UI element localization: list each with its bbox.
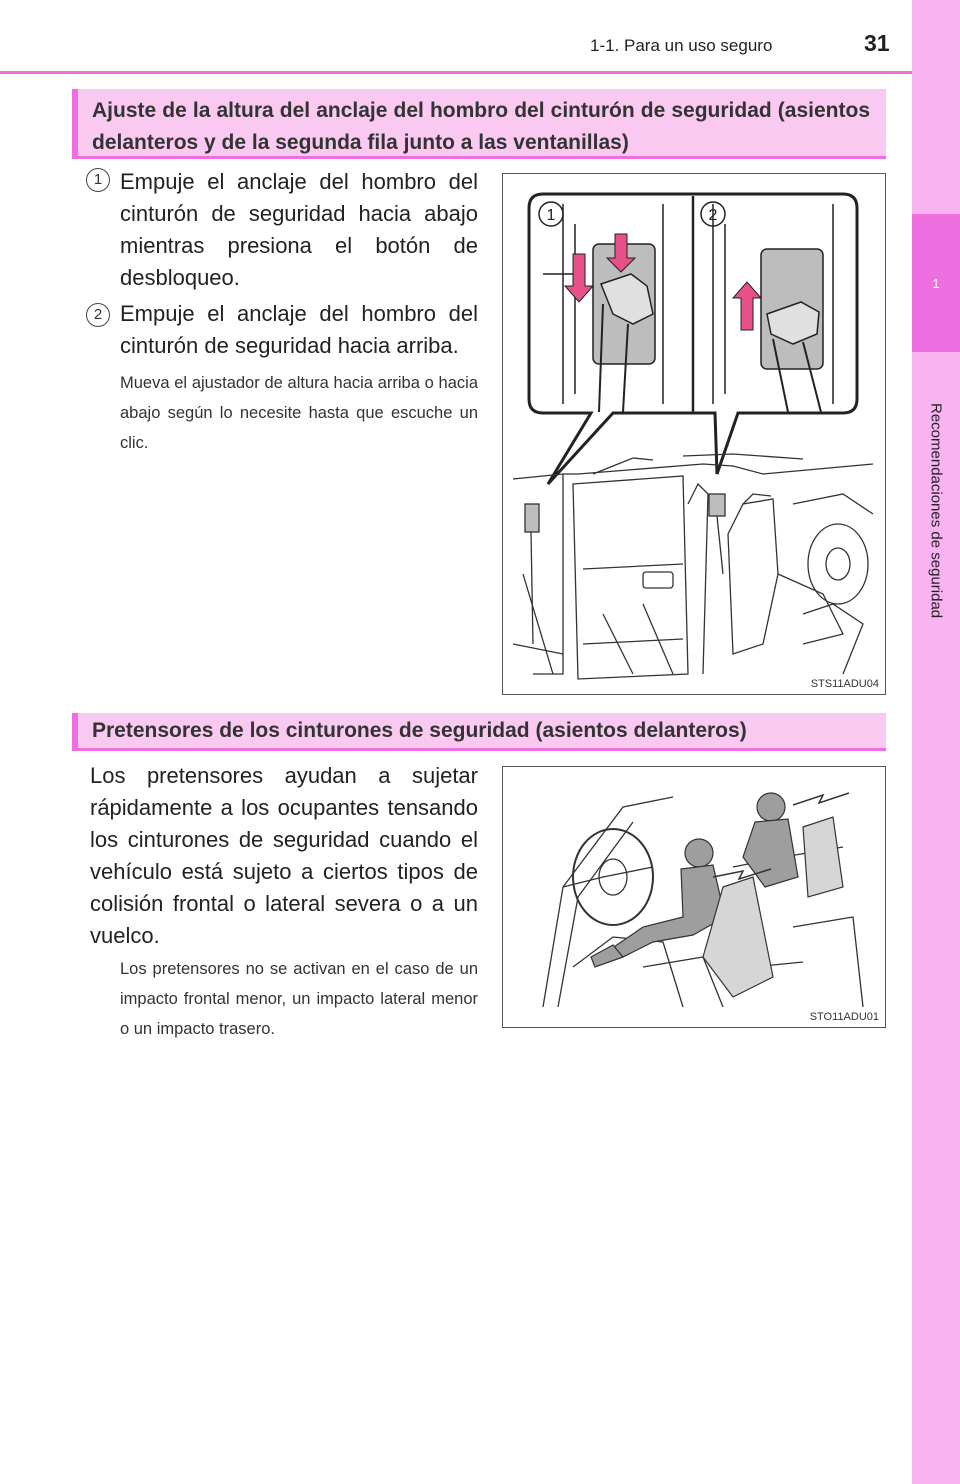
pretensioner-note: Los pretensores no se activan en el caso de un impacto frontal menor, un impacto lateral menor o un impacto trasero. <box>120 960 478 1038</box>
adjuster-note: Mueva el ajustador de altura hacia arriba o hacia abajo según lo necesite hasta que escuche un clic. <box>120 374 478 452</box>
chapter-title-box <box>915 366 957 656</box>
up-arrow-icon <box>733 282 761 330</box>
page-number: 31 <box>864 30 890 56</box>
chapter-number-box <box>912 214 960 352</box>
figure-code: STS11ADU04 <box>810 678 879 690</box>
chapter-side-tab <box>912 0 960 1484</box>
callout-2: 2 <box>708 207 718 224</box>
pretensioner-description: Los pretensores ayudan a sujetar rápidamente a los ocupantes tensando los cinturones de seguridad cuando el vehículo está sujeto a ciertos tipos de colisión frontal o lateral severa o a un vuelco. <box>90 763 478 948</box>
step-text-2: Empuje el anclaje del hombro del cinturón de seguridad hacia arriba. <box>120 301 478 358</box>
section-title: 1-1. Para un uso seguro <box>590 36 773 55</box>
step-number-2: 2 <box>86 303 110 327</box>
section-heading-belt-anchor: Ajuste de la altura del anclaje del hombro del cinturón de seguridad (asientos delanteros y de la segunda fila junto a las ventanillas) <box>72 89 886 159</box>
shoulder-anchor-illustration <box>503 174 887 696</box>
callout-1: 1 <box>546 207 556 224</box>
chapter-number: 1 <box>932 275 940 291</box>
chapter-title: Recomendaciones de seguridad <box>927 403 945 619</box>
figure-code: STO11ADU01 <box>809 1011 879 1023</box>
step-text-1: Empuje el anclaje del hombro del cinturón de seguridad hacia abajo mientras presiona el botón de desbloqueo. <box>120 169 478 290</box>
down-arrow-icon <box>565 254 593 302</box>
pretensioner-illustration <box>503 767 887 1029</box>
step-number-1: 1 <box>86 168 110 192</box>
header-rule <box>0 71 912 74</box>
figure-pretensioner <box>502 766 886 1028</box>
section-heading-pretensioners: Pretensores de los cinturones de seguridad (asientos delanteros) <box>72 713 886 751</box>
figure-shoulder-anchor <box>502 173 886 695</box>
